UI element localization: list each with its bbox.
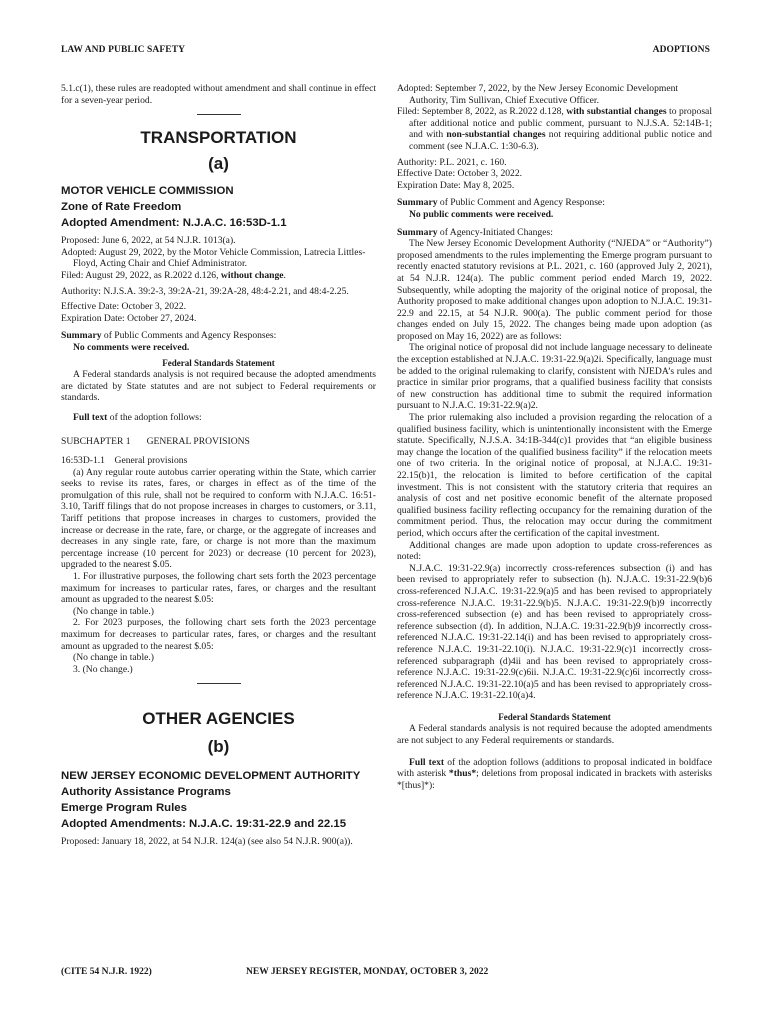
agency-name: MOTOR VEHICLE COMMISSION xyxy=(61,185,234,198)
adopted-amendments-heading: Adopted Amendments: N.J.A.C. 19:31-22.9 and 22.15 xyxy=(61,818,347,831)
footer-cite: (CITE 54 N.J.R. 1922) xyxy=(61,967,152,977)
no-change-table-2: (No change in table.) xyxy=(73,652,154,664)
item-letter-b: (b) xyxy=(207,737,230,757)
section-divider-2 xyxy=(197,683,241,684)
summary-heading-b: Summary of Public Comment and Agency Response: xyxy=(397,197,605,209)
department-title: TRANSPORTATION xyxy=(140,128,297,148)
summary-changes-heading: Summary of Agency-Initiated Changes: xyxy=(397,226,553,238)
subchapter-heading: SUBCHAPTER 1 GENERAL PROVISIONS xyxy=(61,435,250,447)
item-letter-a: (a) xyxy=(208,154,229,174)
adopted-line-b: Adopted: September 7, 2022, by the New Jersey Economic Development Authority, Tim Sullivan, Chief Executive Officer. xyxy=(397,83,679,106)
expiration-date: Expiration Date: October 27, 2024. xyxy=(61,312,197,324)
authority-line-b: Authority: P.L. 2021, c. 160. xyxy=(397,156,507,168)
right-column xyxy=(397,83,712,791)
paragraph-2: 2. For 2023 purposes, the following chart sets forth the 2023 percentage maximum for decreases to particular rates, fares, or charges and the resultant amount as upgraded to the nearest $.05: xyxy=(61,617,376,652)
federal-standards-text: A Federal standards analysis is not required because the adopted amendments are dictated by State statutes and are not subject to Federal requirements or standards. xyxy=(61,369,376,404)
federal-standards-text-b: A Federal standards analysis is not required because the adopted amendments are not subject to any Federal requirements or standards. xyxy=(397,723,712,747)
changes-paragraph-4: Additional changes are made upon adoption to update cross-references as noted: xyxy=(397,539,712,563)
paragraph-a: (a) Any regular route autobus carrier operating within the State, which carrier seeks to revise its rates, fares, or charges in effect as of the time of the promulgation of this rule, shall not be required to conform with N.J.A.C. 16:51-3.10, Tariff filings that do not propose increases in charges to customers, or 3.11, Tariff petitions that propose increases in charges to customers, provided the increase or decrease in the rate, fare, or charge, or the aggregate of increases and decreases in any single rate, fare, or charge is not more than the maximum percentage increase (10 percent for 2023) or decrease (10 percent for 2023), upgraded to the nearest $.05. xyxy=(61,466,376,571)
no-change-table-1: (No change in table.) xyxy=(73,605,154,617)
programs-name: Authority Assistance Programs xyxy=(61,786,231,799)
no-comments-b: No public comments were received. xyxy=(409,208,554,220)
changes-paragraph-2: The original notice of proposal did not include language necessary to delineate the exception established at N.J.A.C. 19:31-22.9(a)2i. Specifically, language must be added to the original rulemaking to clarify, consistent with NJEDA’s rules and practice in similar prior programs, that a qualified business facility that consists of new construction has additional time to submit the required information pursuant to N.J.A.C. 19:31-22.9(a)2. xyxy=(397,342,712,412)
effective-date-b: Effective Date: October 3, 2022. xyxy=(397,168,523,180)
paragraph-1: 1. For illustrative purposes, the following chart sets forth the 2023 percentage maximum for increases to particular rates, fares, or charges and the resultant amount as upgraded to the nearest $.05: xyxy=(61,571,376,606)
full-text-intro-b: Full text of the adoption follows (additions to proposal indicated in boldface with asterisk *thus*; deletions from proposal indicated in brackets with asterisks *[thus]*): xyxy=(397,756,712,791)
authority-line: Authority: N.J.S.A. 39:2-3, 39:2A-21, 39:2A-28, 48:4-2.21, and 48:4-2.25. xyxy=(61,285,349,297)
running-header-right: ADOPTIONS xyxy=(652,45,710,55)
rule-subject: Zone of Rate Freedom xyxy=(61,201,182,214)
summary-heading: Summary of Public Comments and Agency Responses: xyxy=(61,330,277,342)
footer-register: NEW JERSEY REGISTER, MONDAY, OCTOBER 3, 2022 xyxy=(246,967,489,977)
proposed-line-b: Proposed: January 18, 2022, at 54 N.J.R. 124(a) (see also 54 N.J.R. 900(a)). xyxy=(61,836,353,848)
changes-paragraph-1: The New Jersey Economic Development Authority (“NJEDA” or “Authority”) proposed amendments to the rules implementing the Emerge program pursuant to recently enacted statutory revisions at P.L. 2021, c. 160 (approved July 2, 2021), at 54 N.J.R. 124(a). The public comment period ended March 19, 2022. Subsequently, while adopting the majority of the original notice of proposal, the Authority proposed to make additional changes upon adoption to N.J.A.C. 19:31-22.9 and 22.15, at 54 N.J.R. 900(a). The public comment period for those changes ended on July 15, 2022. The changes being made upon adoption (as proposed on May 16, 2022) are as follows: xyxy=(397,238,712,342)
other-agencies-title: OTHER AGENCIES xyxy=(142,709,295,729)
filed-line: Filed: August 29, 2022, as R.2022 d.126, without change. xyxy=(61,269,286,281)
njeda-name: NEW JERSEY ECONOMIC DEVELOPMENT AUTHORITY xyxy=(61,770,361,783)
paragraph-3: 3. (No change.) xyxy=(73,663,133,675)
section-divider xyxy=(197,114,241,115)
section-heading: 16:53D-1.1 General provisions xyxy=(61,455,188,467)
intro-text: 5.1.c(1), these rules are readopted without amendment and shall continue in effect for a seven-year period. xyxy=(61,83,376,106)
adopted-line: Adopted: August 29, 2022, by the Motor Vehicle Commission, Latrecia Littles-Floyd, Acting Chair and Chief Administrator. xyxy=(61,246,366,270)
effective-date: Effective Date: October 3, 2022. xyxy=(61,301,187,313)
federal-standards-heading-b: Federal Standards Statement xyxy=(498,711,611,722)
expiration-date-b: Expiration Date: May 8, 2025. xyxy=(397,179,515,191)
changes-paragraph-5: N.J.A.C. 19:31-22.9(a) incorrectly cross-references subsection (i) and has been revised to appropriately refer to subsection (h). N.J.A.C. 19:31-22.9(b)6 cross-referenced N.J.A.C. 19:31-22.9(a)5 and has been revised to appropriately cross-reference N.J.A.C. 19:31-22.9(b)5. N.J.A.C. 19:31-22.9(b)9 incorrectly cross-referenced subsection (e) and has been revised to appropriately cross-reference subsection (d). In addition, N.J.A.C. 19:31-22.9(b)9 incorrectly cross-referenced N.J.A.C. 19:31-22.14(i) and has been revised to appropriately cross-reference N.J.A.C. 19:31-22.10(i). N.J.A.C. 19:31-22.9(c)1 incorrectly cross-referenced subparagraph (d)4ii and has been revised to appropriately cross-reference N.J.A.C. 19:31-22.9(c)6ii. N.J.A.C. 19:31-22.9(c)6i incorrectly cross-referenced N.J.A.C. 19:31-22.10(a)5 and has been revised to appropriately cross-reference N.J.A.C. 19:31-22.10(a)4. xyxy=(397,562,712,702)
changes-paragraph-3: The prior rulemaking also included a provision regarding the relocation of a qualified business facility, which is unintentionally inconsistent with the Emerge statute. Specifically, N.J.S.A. 34:1B-344(c)1 provides that “an eligible business may change the location of the qualified business facility” if the relocation meets one of two criteria. In the original notice of proposal, at N.J.A.C. 19:31-22.15(b)1, the relocation is limited to before certification of the capital investment. This is not consistent with the statutory criteria that requires an analysis of cost and net positive economic benefit of the alternate proposed qualified business facility reflecting occupancy for the remaining duration of the commitment period. Thus, the relocation may occur during the commitment period, which occurs after the certification of the capital investment. xyxy=(397,412,712,539)
filed-line-b: Filed: September 8, 2022, as R.2022 d.128, with substantial changes to proposal after additional notice and public comment, pursuant to N.J.S.A. 52:14B-1; and with non-substantial changes not requiring additional public notice and comment (see N.J.A.C. 1:30-6.3). xyxy=(397,106,712,152)
full-text-intro: Full text of the adoption follows: xyxy=(73,411,202,423)
no-comments: No comments were received. xyxy=(73,341,190,353)
proposed-line: Proposed: June 6, 2022, at 54 N.J.R. 1013(a). xyxy=(61,235,236,247)
adopted-amendment-heading: Adopted Amendment: N.J.A.C. 16:53D-1.1 xyxy=(61,217,287,230)
federal-standards-heading: Federal Standards Statement xyxy=(162,357,275,368)
emerge-rules: Emerge Program Rules xyxy=(61,802,187,815)
left-column xyxy=(61,83,376,848)
running-header-left: LAW AND PUBLIC SAFETY xyxy=(61,45,186,55)
